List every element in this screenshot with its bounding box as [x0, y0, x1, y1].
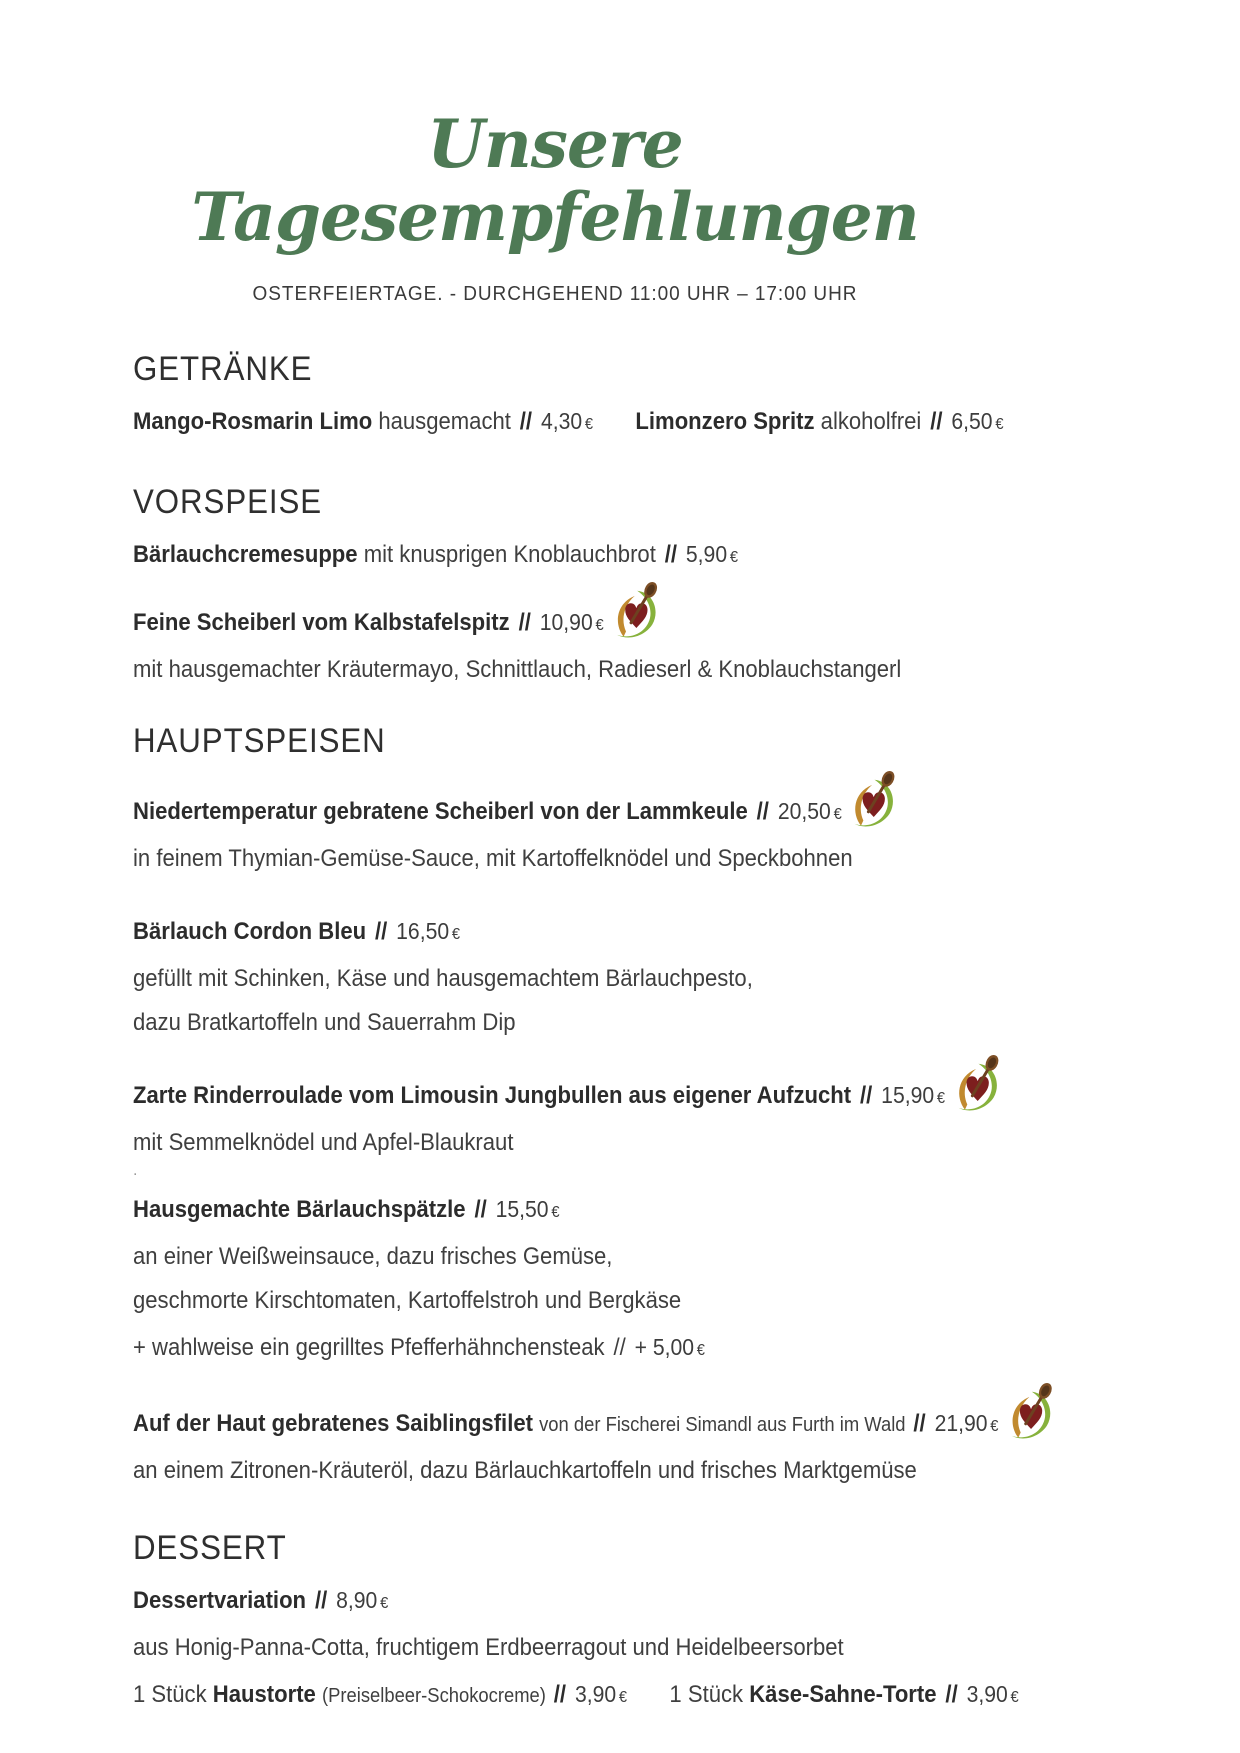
currency-symbol: €	[833, 806, 842, 824]
menu-item-row	[133, 1680, 1108, 1712]
menu-header	[120, 0, 990, 306]
item-price: + 5,00	[634, 1334, 695, 1361]
item-description: an einer Weißweinsauce, dazu frisches Gemüse,	[133, 1243, 613, 1271]
menu-item-row	[133, 608, 1108, 640]
item-price: 3,90	[966, 1681, 1008, 1708]
currency-symbol: €	[696, 1342, 705, 1360]
item-title: Haustorte	[212, 1681, 322, 1709]
item-title: Limonzero Spritz	[635, 408, 821, 436]
item-description: aus Honig-Panna-Cotta, fruchtigem Erdbeerragout und Heidelbeersorbet	[133, 1634, 844, 1662]
currency-symbol: €	[990, 1418, 999, 1436]
menu-item-row	[133, 1586, 1108, 1618]
item-title: Feine Scheiberl vom Kalbstafelspitz	[133, 609, 516, 637]
item-title: Niedertemperatur gebratene Scheiberl von der Lammkeule	[133, 798, 754, 826]
menu-item	[133, 1409, 1056, 1441]
item-description: geschmorte Kirschtomaten, Kartoffelstroh und Bergkäse	[133, 1287, 682, 1315]
currency-symbol: €	[1010, 1689, 1019, 1707]
item-description: mit Semmelknödel und Apfel-Blaukraut	[133, 1129, 514, 1157]
menu-item	[133, 608, 661, 640]
currency-symbol: €	[618, 1689, 628, 1707]
item-price: 3,90	[574, 1681, 617, 1708]
item-price: 5,90	[685, 541, 728, 568]
page-title: Unsere Tagesempfehlungen	[191, 105, 919, 256]
item-separator: //	[553, 1681, 573, 1709]
menu-item	[669, 1680, 1018, 1712]
item-separator: //	[518, 609, 538, 637]
item-price: 10,90	[539, 609, 593, 636]
item-title: Auf der Haut gebratenes Saiblingsfilet	[133, 1410, 540, 1438]
heart-spoon-logo-icon	[1008, 1382, 1056, 1450]
menu-section-hauptspeisen	[133, 722, 1193, 1485]
currency-symbol: €	[551, 1204, 560, 1222]
item-price: 20,50	[777, 798, 831, 825]
item-separator: //	[913, 1410, 932, 1438]
menu-item	[133, 797, 899, 829]
section-header-dessert: DESSERT	[133, 1529, 287, 1568]
heart-spoon-logo-icon	[613, 581, 661, 649]
menu-item-row	[133, 1333, 1108, 1365]
menu-item	[133, 407, 593, 439]
currency-symbol: €	[729, 549, 739, 567]
item-separator: //	[860, 1082, 879, 1110]
item-price: 15,90	[881, 1082, 935, 1109]
menu-item-row	[133, 1195, 1108, 1227]
currency-symbol: €	[936, 1090, 946, 1108]
menu-section-getraenke	[133, 350, 1193, 439]
item-separator: //	[374, 918, 394, 946]
currency-symbol: €	[451, 926, 461, 944]
item-price: 15,50	[495, 1196, 549, 1223]
currency-symbol: €	[584, 416, 594, 434]
currency-symbol: €	[995, 416, 1004, 434]
section-header-hauptspeisen: HAUPTSPEISEN	[133, 722, 386, 761]
item-description: an einem Zitronen-Kräuteröl, dazu Bärlauchkartoffeln und frisches Marktgemüse	[133, 1457, 917, 1485]
currency-symbol: €	[380, 1595, 389, 1613]
item-separator: //	[519, 408, 539, 436]
item-title: Zarte Rinderroulade vom Limousin Jungbullen aus eigener Aufzucht	[133, 1082, 858, 1110]
menu-item	[133, 1333, 705, 1365]
menu-item	[133, 540, 738, 572]
item-price: 8,90	[336, 1587, 378, 1614]
item-description: in feinem Thymian-Gemüse-Sauce, mit Kartoffelknödel und Speckbohnen	[133, 845, 853, 873]
item-title: Käse-Sahne-Torte	[749, 1681, 943, 1709]
menu	[133, 350, 1193, 1712]
item-separator: //	[664, 541, 684, 569]
item-prefix: 1 Stück	[133, 1681, 213, 1709]
item-description: gefüllt mit Schinken, Käse und hausgemachtem Bärlauchpesto,	[133, 965, 753, 993]
item-separator: //	[613, 1334, 632, 1362]
item-title: Dessertvariation	[133, 1587, 313, 1615]
stray-mark: .	[133, 1162, 138, 1180]
item-prefix: 1 Stück	[669, 1681, 750, 1709]
item-note: alkoholfrei	[820, 408, 928, 436]
menu-item	[133, 1195, 560, 1227]
menu-item	[133, 1081, 1002, 1113]
menu-section-dessert	[133, 1529, 1193, 1712]
menu-item-row	[133, 1081, 1108, 1113]
item-separator: //	[930, 408, 949, 436]
page-subtitle: OSTERFEIERTAGE. - DURCHGEHEND 11:00 UHR – 17:00 UHR	[252, 283, 858, 306]
item-price: 4,30	[540, 408, 583, 435]
menu-item	[133, 917, 460, 949]
item-title: Mango-Rosmarin Limo	[133, 408, 379, 436]
item-separator: //	[756, 798, 776, 826]
menu-item-row	[133, 407, 1108, 439]
item-price: 16,50	[396, 918, 450, 945]
item-note: mit knusprigen Knoblauchbrot	[363, 541, 662, 569]
menu-item-row	[133, 1409, 1108, 1441]
item-note: von der Fischerei Simandl aus Furth im Wald	[539, 1414, 911, 1437]
item-description: dazu Bratkartoffeln und Sauerrahm Dip	[133, 1009, 516, 1037]
item-note: hausgemacht	[378, 408, 518, 436]
currency-symbol: €	[595, 617, 604, 635]
item-title: Hausgemachte Bärlauchspätzle	[133, 1196, 472, 1224]
item-note: (Preiselbeer-Schokocreme)	[321, 1685, 552, 1708]
menu-item	[133, 1680, 627, 1712]
heart-spoon-logo-icon	[954, 1054, 1002, 1122]
item-description: mit hausgemachter Kräutermayo, Schnittlauch, Radieserl & Knoblauchstangerl	[133, 656, 902, 684]
menu-item	[133, 1586, 388, 1618]
section-header-vorspeise: VORSPEISE	[133, 483, 323, 522]
item-separator: //	[474, 1196, 493, 1224]
section-header-getraenke: GETRÄNKE	[133, 350, 313, 389]
menu-section-vorspeise	[133, 483, 1193, 684]
menu-item	[635, 407, 1003, 439]
menu-item-row	[133, 540, 1108, 572]
item-separator: //	[945, 1681, 964, 1709]
menu-item-row	[133, 797, 1108, 829]
item-title: Bärlauch Cordon Bleu	[133, 918, 373, 946]
heart-spoon-logo-icon	[851, 770, 899, 838]
item-price: 21,90	[934, 1410, 988, 1437]
menu-item-row	[133, 917, 1108, 949]
item-title: Bärlauchcremesuppe	[133, 541, 364, 569]
item-separator: //	[314, 1587, 334, 1615]
item-title-plain: + wahlweise ein gegrilltes Pfefferhähnchensteak	[133, 1334, 611, 1362]
item-price: 6,50	[951, 408, 993, 435]
